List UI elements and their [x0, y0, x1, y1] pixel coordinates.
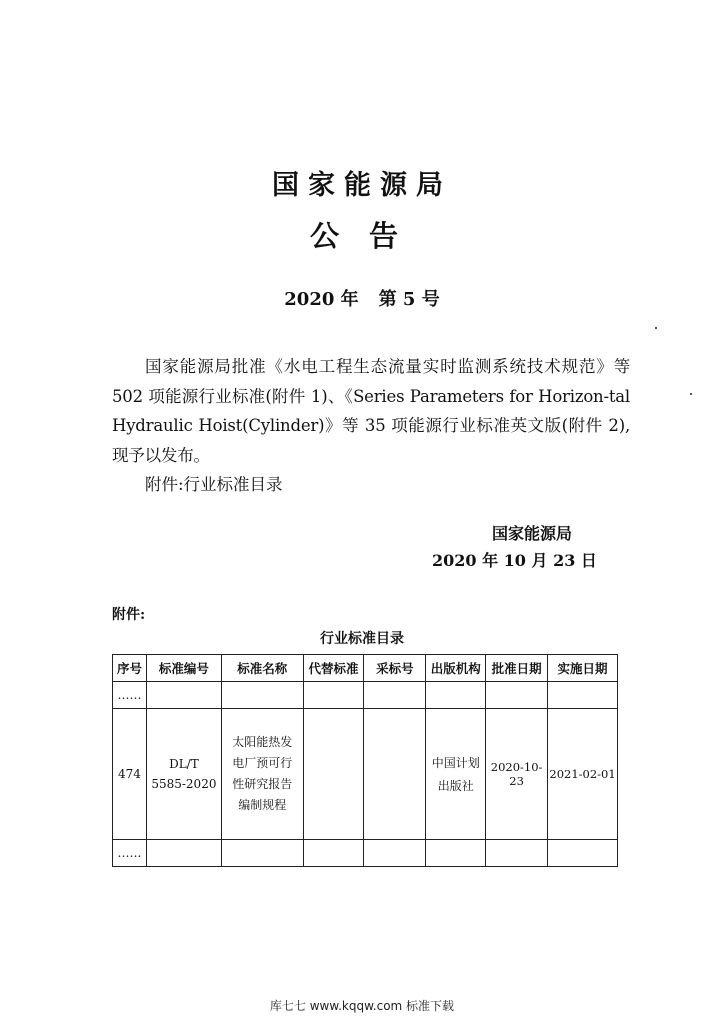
ellipsis-cell: …… — [113, 840, 147, 867]
col-seq: 序号 — [113, 655, 147, 682]
col-replaces: 代替标准 — [303, 655, 364, 682]
row-publisher-line1: 中国计划 — [431, 756, 480, 770]
row-effective-date: 2021-02-01 — [548, 709, 618, 840]
signature-agency: 国家能源局 — [492, 524, 573, 543]
row-name-line4: 编制规程 — [238, 798, 287, 812]
row-seq: 474 — [113, 709, 147, 840]
col-name: 标准名称 — [221, 655, 303, 682]
notice-year: 2020 年 — [284, 289, 359, 310]
signature-date: 2020 年 10 月 23 日 — [432, 551, 597, 570]
row-publisher — [426, 709, 486, 840]
col-effective-date: 实施日期 — [548, 655, 618, 682]
footer-watermark: 库七七 www.kqqw.com 标准下载 — [269, 999, 455, 1013]
row-code-line2: 5585-2020 — [151, 777, 217, 791]
notice-paragraph: 国家能源局批准《水电工程生态流量实时监测系统技术规范》等 502 项能源行业标准(附件 1)、《Series Parameters for Horizon-tal Hydraulic Hoist(Cylinder)》等 35 项能源行业标准英文版(附件 2),现予以发布。 — [112, 357, 630, 465]
notice-number — [0, 285, 724, 311]
ellipsis-cell: …… — [113, 682, 147, 709]
row-replaces — [303, 709, 364, 840]
table-row — [113, 709, 618, 840]
row-code-line1: DL/T — [169, 757, 199, 771]
row-name — [221, 709, 303, 840]
col-adopted: 采标号 — [364, 655, 426, 682]
row-name-line2: 电厂预可行 — [232, 756, 293, 770]
scan-speck — [690, 393, 692, 395]
row-code — [146, 709, 221, 840]
row-name-line3: 性研究报告 — [232, 777, 293, 791]
row-name-line1: 太阳能热发 — [232, 735, 293, 749]
col-code: 标准编号 — [146, 655, 221, 682]
table-row — [113, 840, 618, 867]
attachment-line: 附件:行业标准目录 — [145, 475, 283, 494]
row-adopted — [364, 709, 426, 840]
table-row — [113, 682, 618, 709]
notice-issue: 第 5 号 — [378, 289, 440, 310]
scan-speck — [655, 327, 657, 329]
col-approval-date: 批准日期 — [486, 655, 548, 682]
col-publisher: 出版机构 — [426, 655, 486, 682]
notice-body — [112, 352, 630, 500]
agency-title: 国家能源局 — [272, 170, 452, 201]
attachment-label: 附件: — [112, 607, 146, 623]
row-approval-date: 2020-10-23 — [486, 709, 548, 840]
table-header-row — [113, 655, 618, 682]
standards-table — [112, 654, 618, 867]
notice-title: 公告 — [309, 219, 428, 253]
table-title: 行业标准目录 — [320, 631, 404, 647]
row-publisher-line2: 出版社 — [437, 779, 474, 793]
